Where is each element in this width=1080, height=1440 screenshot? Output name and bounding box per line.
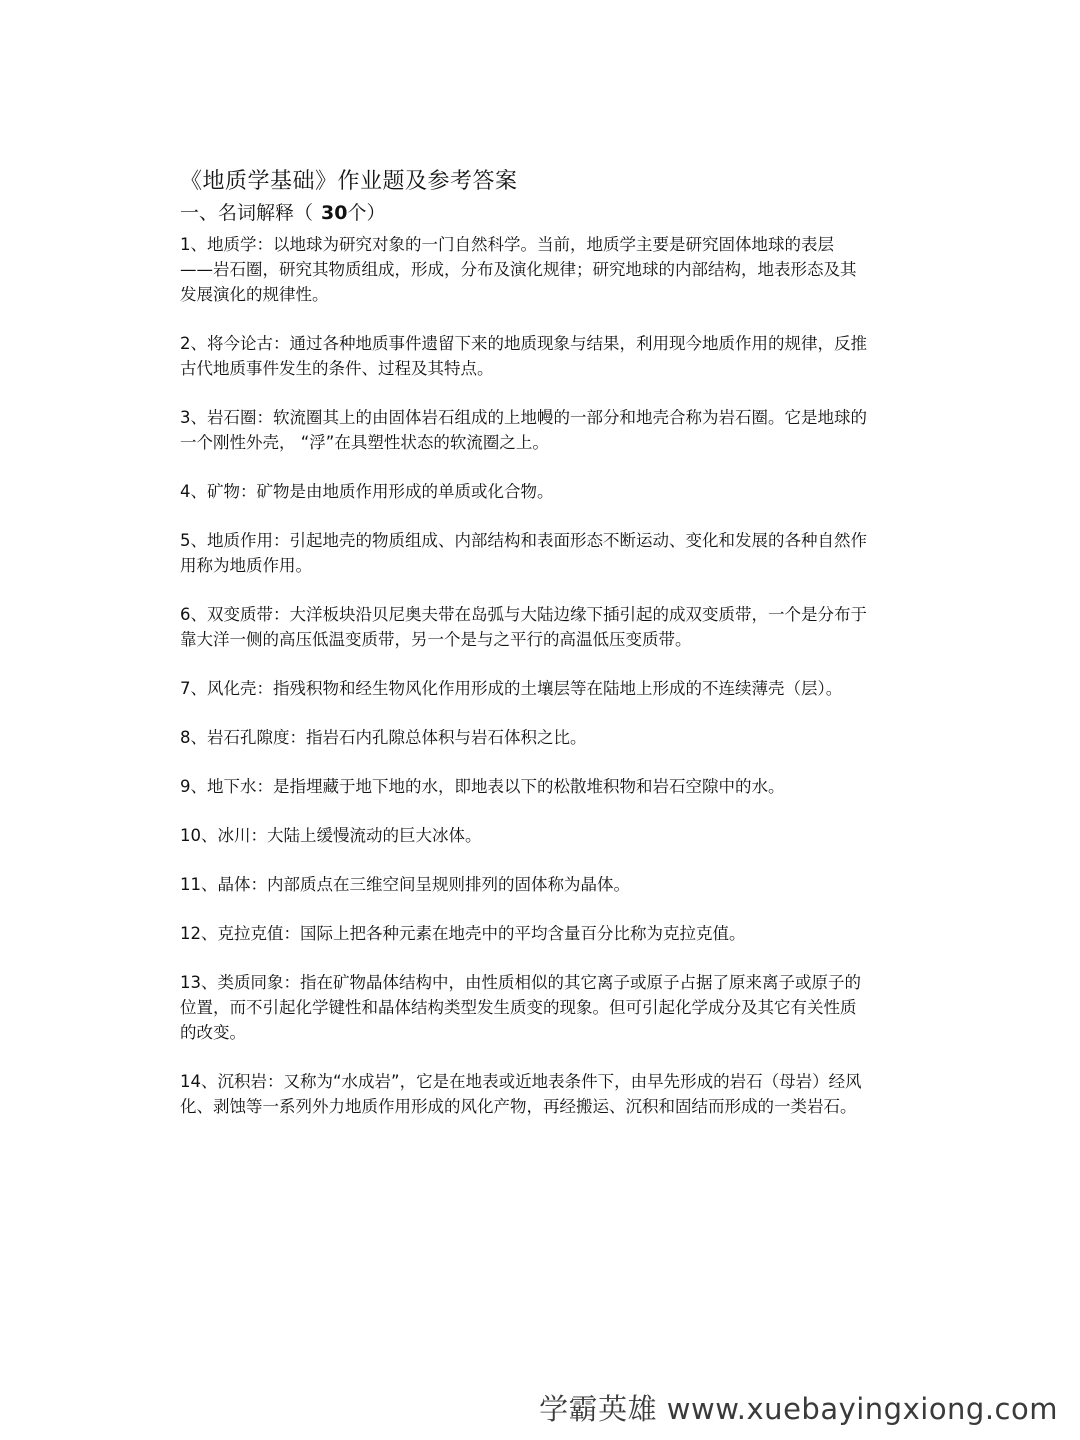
term-entry-5: 5、地质作用：引起地壳的物质组成、内部结构和表面形态不断运动、变化和发展的各种自然作用称为地质作用。	[180, 531, 867, 575]
section-heading	[180, 200, 870, 226]
term-entry-10: 10、冰川：大陆上缓慢流动的巨大冰体。	[180, 826, 482, 845]
term-entry-12: 12、克拉克值：国际上把各种元素在地壳中的平均含量百分比称为克拉克值。	[180, 924, 746, 943]
section-count: 30	[321, 202, 348, 224]
term-entry-4: 4、矿物：矿物是由地质作用形成的单质或化合物。	[180, 482, 554, 501]
term-entry-3: 3、岩石圈：软流圈其上的由固体岩石组成的上地幔的一部分和地壳合称为岩石圈。它是地球的一个刚性外壳， “浮”在具塑性状态的软流圈之上。	[180, 408, 867, 452]
term-entry-9: 9、地下水：是指埋藏于地下地的水，即地表以下的松散堆积物和岩石空隙中的水。	[180, 777, 785, 796]
term-entry-6: 6、双变质带：大洋板块沿贝尼奥夫带在岛弧与大陆边缘下插引起的成双变质带，一个是分布于靠大洋一侧的高压低温变质带，另一个是与之平行的高温低压变质带。	[180, 605, 867, 649]
term-entry-7: 7、风化壳：指残积物和经生物风化作用形成的土壤层等在陆地上形成的不连续薄壳（层）。	[180, 679, 843, 698]
term-entry-11: 11、晶体：内部质点在三维空间呈规则排列的固体称为晶体。	[180, 875, 630, 894]
section-label: 一、名词解释（	[180, 202, 314, 224]
document-title: 《地质学基础》作业题及参考答案	[180, 169, 518, 194]
document-body	[180, 168, 870, 1143]
term-entry-13: 13、类质同象：指在矿物晶体结构中，由性质相似的其它离子或原子占据了原来离子或原子的位置，而不引起化学键性和晶体结构类型发生质变的现象。但可引起化学成分及其它有关性质的改变。	[180, 973, 861, 1042]
term-entry-2: 2、将今论古：通过各种地质事件遗留下来的地质现象与结果，利用现今地质作用的规律，反推古代地质事件发生的条件、过程及其特点。	[180, 334, 867, 378]
site-watermark: 学霸英雄 www.xuebayingxiong.com	[539, 1392, 1058, 1426]
term-entry-1: 1、地质学：以地球为研究对象的一门自然科学。当前，地质学主要是研究固体地球的表层 ——岩石圈，研究其物质组成，形成，分布及演化规律；研究地球的内部结构，地表形态及其发展演化的规律性。	[180, 235, 857, 304]
term-entry-8: 8、岩石孔隙度：指岩石内孔隙总体积与岩石体积之比。	[180, 728, 587, 747]
term-entry-14: 14、沉积岩：又称为“水成岩”，它是在地表或近地表条件下，由早先形成的岩石（母岩）经风化、剥蚀等一系列外力地质作用形成的风化产物，再经搬运、沉积和固结而形成的一类岩石。	[180, 1072, 862, 1116]
section-suffix: 个）	[347, 202, 386, 224]
